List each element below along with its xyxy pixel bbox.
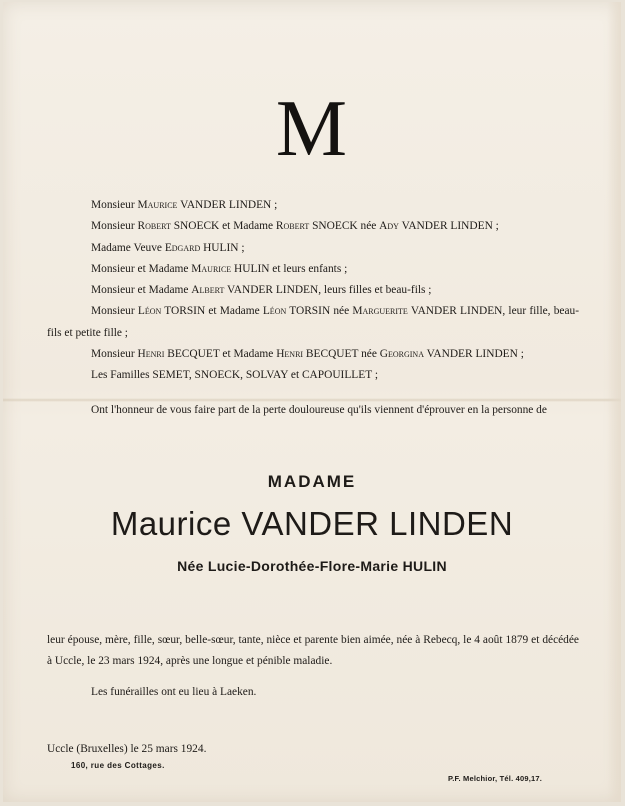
mourner-line: Monsieur et Madame Albert VANDER LINDEN, leurs filles et beau-fils ; [91,284,432,297]
announcement-text: Ont l'honneur de vous faire part de la perte douloureuse qu'ils viennent d'éprouver en la personne de [91,404,547,416]
mourner-line: Monsieur Maurice VANDER LINDEN ; [91,199,278,211]
mourner-line: Monsieur Henri BECQUET et Madame Henri BECQUET née Georgina VANDER LINDEN ; [91,348,524,361]
mourner-line: Madame Veuve Edgard HULIN ; [91,241,245,254]
funeral-card [3,2,621,802]
mourner-line: Monsieur et Madame Maurice HULIN et leurs enfants ; [91,262,348,275]
deceased-birth-name: Née Lucie-Dorothée-Flore-Marie HULIN [177,558,447,574]
funeral-notice: Les funérailles ont eu lieu à Laeken. [91,686,257,698]
mourner-line: Les Familles SEMET, SNOECK, SOLVAY et CAPOUILLET ; [91,369,378,382]
place-and-date: Uccle (Bruxelles) le 25 mars 1924. [47,743,207,755]
mourners-list [47,195,579,387]
mourner-line: Monsieur Léon TORSIN et Madame Léon TORSIN née Marguerite VANDER LINDEN, leur fille, beau-fils et petite fille ; [47,305,580,339]
deceased-details: leur épouse, mère, fille, sœur, belle-sœur, tante, nièce et parente bien aimée, née à Rebecq, le 4 août 1879 et décédée à Uccle, le 23 mars 1924, après une longue et pénible maladie. [47,634,579,668]
printer-imprint: P.F. Melchior, Tél. 409,17. [448,774,543,783]
deceased-name: Maurice VANDER LINDEN [110,505,514,542]
address: 160, rue des Cottages. [71,761,165,770]
mourner-line: Monsieur Robert SNOECK et Madame Robert SNOECK née Ady VANDER LINDEN ; [91,220,499,233]
initial-letter: M [275,85,349,173]
deceased-title: MADAME [267,472,357,491]
